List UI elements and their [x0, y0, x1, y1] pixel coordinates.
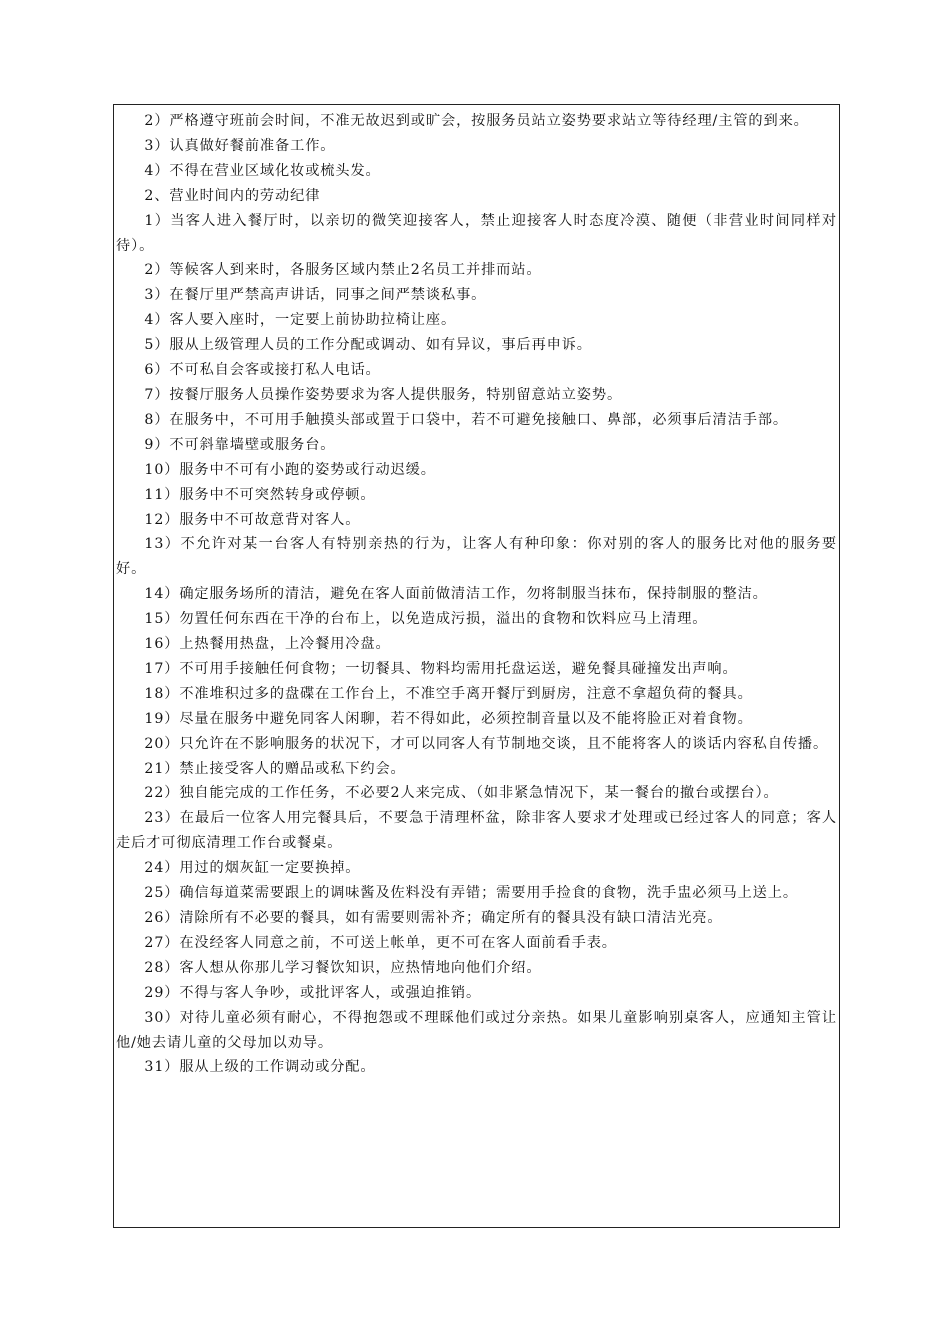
paragraph: 20）只允许在不影响服务的状况下，才可以同客人有节制地交谈，且不能将客人的谈话内容私自传播。 [144, 735, 829, 752]
paragraph: 28）客人想从你那儿学习餐饮知识，应热情地向他们介绍。 [144, 959, 542, 976]
paragraph: 16）上热餐用热盘，上冷餐用冷盘。 [144, 636, 391, 653]
paragraph: 1）当客人进入餐厅时，以亲切的微笑迎接客人，禁止迎接客人时态度冷漠、随便（非营业时间同样对待）。 [116, 212, 837, 254]
paragraph: 18）不准堆积过多的盘碟在工作台上，不准空手离开餐厅到厨房，注意不拿超负荷的餐具。 [144, 685, 753, 702]
paragraph: 5）服从上级管理人员的工作分配或调动、如有异议，事后再申诉。 [144, 337, 592, 354]
paragraph: 11）服务中不可突然转身或停顿。 [144, 486, 376, 503]
paragraph: 19）尽量在服务中避免同客人闲聊，若不得如此，必须控制音量以及不能将脸正对着食物。 [144, 710, 753, 727]
paragraph: 6）不可私自会客或接打私人电话。 [144, 362, 381, 379]
paragraph: 9）不可斜靠墙壁或服务台。 [144, 436, 336, 453]
paragraph: 12）服务中不可故意背对客人。 [144, 511, 361, 528]
paragraph: 2）等候客人到来时，各服务区域内禁止2名员工并排而站。 [144, 262, 542, 279]
section-heading: 2、营业时间内的劳动纪律 [144, 187, 321, 204]
paragraph: 31）服从上级的工作调动或分配。 [144, 1059, 376, 1076]
paragraph: 25）确信每道菜需要跟上的调味酱及佐料没有弄错；需要用手捡食的食物，洗手盅必须马上送上。 [144, 885, 798, 902]
paragraph: 29）不得与客人争吵，或批评客人，或强迫推销。 [144, 984, 482, 1001]
paragraph: 4）客人要入座时，一定要上前协助拉椅让座。 [144, 312, 457, 329]
paragraph: 10）服务中不可有小跑的姿势或行动迟缓。 [144, 461, 436, 478]
paragraph: 30）对待儿童必须有耐心，不得抱怨或不理睬他们或过分亲热。如果儿童影响别桌客人，应通知主管让他/她去请儿童的父母加以劝导。 [116, 1009, 837, 1051]
paragraph: 21）禁止接受客人的赠品或私下约会。 [144, 760, 406, 777]
paragraph: 23）在最后一位客人用完餐具后，不要急于清理杯盆，除非客人要求才处理或已经过客人的同意；客人走后才可彻底清理工作台或餐桌。 [116, 810, 837, 852]
paragraph: 15）勿置任何东西在干净的台布上，以免造成污损，溢出的食物和饮料应马上清理。 [144, 611, 708, 628]
paragraph: 8）在服务中，不可用手触摸头部或置于口袋中，若不可避免接触口、鼻部，必须事后清洁手部。 [144, 411, 788, 428]
paragraph: 13）不允许对某一台客人有特别亲热的行为，让客人有种印象：你对别的客人的服务比对他的服务要好。 [116, 536, 837, 578]
paragraph: 3）在餐厅里严禁高声讲话，同事之间严禁谈私事。 [144, 287, 487, 304]
paragraph: 14）确定服务场所的清洁，避免在客人面前做清洁工作，勿将制服当抹布，保持制服的整洁。 [144, 586, 768, 603]
paragraph: 7）按餐厅服务人员操作姿势要求为客人提供服务，特别留意站立姿势。 [144, 386, 623, 403]
paragraph: 3）认真做好餐前准备工作。 [144, 137, 336, 154]
paragraph: 4）不得在营业区域化妆或梳头发。 [144, 162, 381, 179]
paragraph: 26）清除所有不必要的餐具，如有需要则需补齐；确定所有的餐具没有缺口清洁光亮。 [144, 910, 723, 926]
paragraph: 2）严格遵守班前会时间，不准无故迟到或旷会，按服务员站立姿势要求站立等待经理/主管的到来。 [144, 113, 809, 129]
content-table-cell [113, 104, 840, 1228]
paragraph: 24）用过的烟灰缸一定要换掉。 [144, 860, 361, 877]
paragraph: 17）不可用手接触任何食物；一切餐具、物料均需用托盘运送，避免餐具碰撞发出声响。 [144, 660, 738, 677]
paragraph: 22）独自能完成的工作任务，不必要2人来完成、（如非紧急情况下，某一餐台的撤台或摆台）。 [144, 785, 779, 802]
paragraph: 27）在没经客人同意之前，不可送上帐单，更不可在客人面前看手表。 [144, 934, 617, 951]
